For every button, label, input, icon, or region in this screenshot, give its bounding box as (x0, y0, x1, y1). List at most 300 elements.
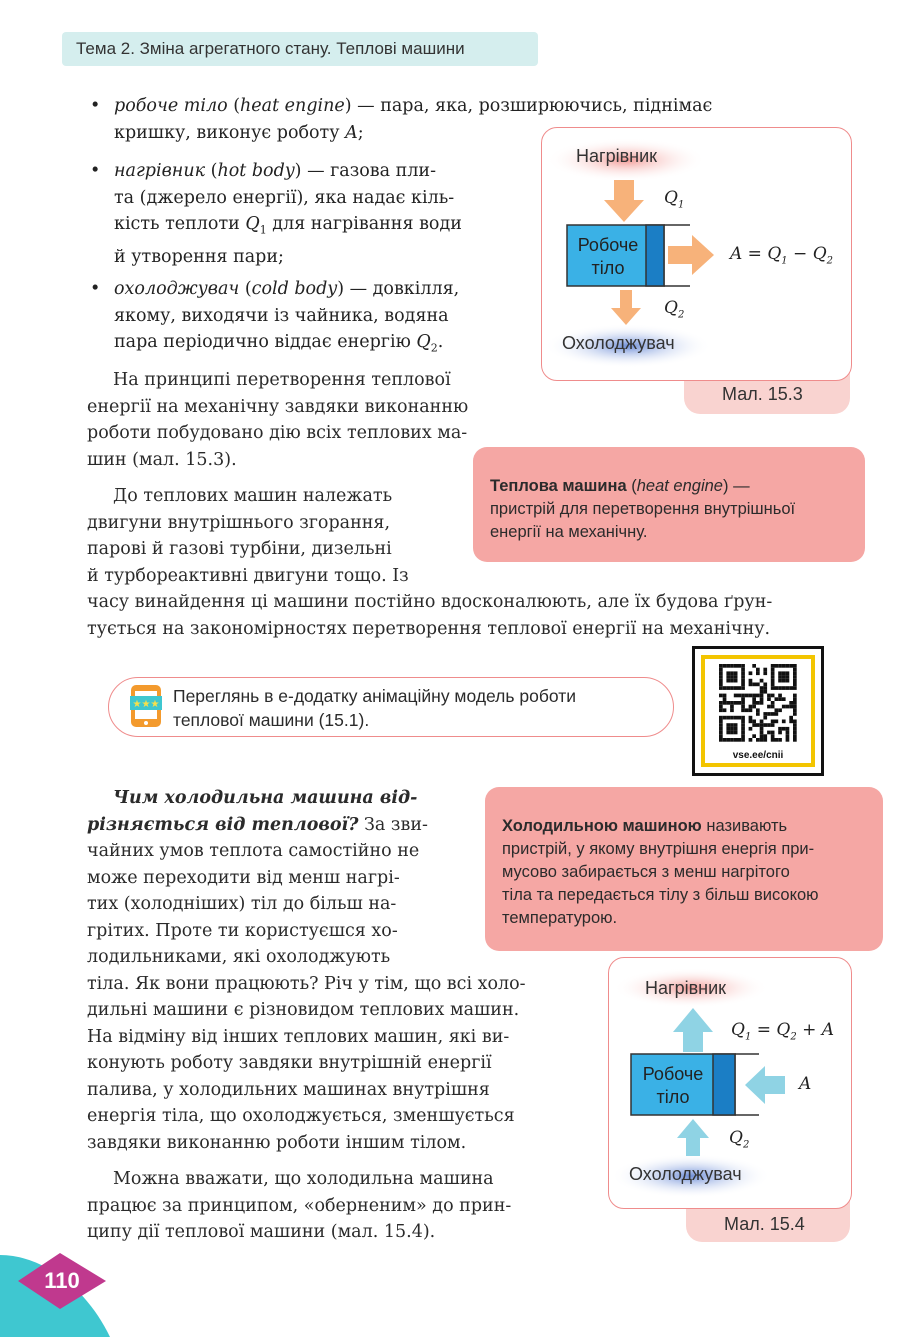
paragraph-engines (87, 483, 851, 642)
qr-module (782, 686, 786, 690)
subscript: 1 (259, 223, 267, 237)
qr-module (749, 683, 753, 687)
qr-module (734, 694, 738, 698)
qr-module (793, 738, 797, 742)
qr-module (719, 668, 723, 672)
qr-module (738, 664, 742, 668)
qr-module (719, 727, 723, 731)
qr-module (771, 734, 775, 738)
qr-module (793, 723, 797, 727)
subscript: 2 (677, 309, 685, 321)
qr-module (719, 671, 723, 675)
term-working-body: робоче тіло (114, 96, 228, 116)
qr-frame (701, 655, 815, 767)
qr-module (782, 720, 786, 724)
bullet-dot: • (90, 96, 101, 116)
bullet-text: пара періодично віддає енергію (114, 332, 417, 352)
symbol-a: A (345, 122, 358, 143)
qr-module (741, 708, 745, 712)
qr-module (771, 679, 775, 683)
label-line: тіло (656, 1087, 690, 1107)
term-hot-body: нагрівник (114, 161, 206, 181)
qr-module (756, 738, 760, 742)
qr-module (756, 701, 760, 705)
qr-module (734, 664, 738, 668)
qr-module (730, 675, 734, 679)
q-symbol: Q (729, 1128, 743, 1148)
qr-module (775, 738, 779, 742)
qr-module (771, 668, 775, 672)
qr-module (741, 679, 745, 683)
qr-module (730, 679, 734, 683)
label-line: Робоче (577, 235, 639, 255)
definition-refrigerator (485, 787, 883, 951)
bullet-text: — газова пли- (301, 161, 437, 181)
qr-module (793, 675, 797, 679)
qr-module (756, 708, 760, 712)
qr-module (775, 720, 779, 724)
qr-module (752, 683, 756, 687)
qr-module (730, 727, 734, 731)
text-line: працює за принципом, «оберненим» до прин- (87, 1195, 512, 1216)
qr-module (778, 738, 782, 742)
qr-module (723, 697, 727, 701)
qr-module (786, 727, 790, 731)
bullet-dot: • (90, 161, 101, 181)
qr-module (719, 734, 723, 738)
qr-module (793, 671, 797, 675)
label-q2 (729, 1128, 749, 1150)
qr-module (719, 679, 723, 683)
qr-module (775, 708, 779, 712)
text-line: пристрій, у якому внутрішня енергія при- (502, 840, 815, 858)
qr-module (760, 727, 764, 731)
qr-module (734, 701, 738, 705)
text-line: конують роботу завдяки внутрішній енергії (87, 1053, 492, 1073)
qr-module (719, 738, 723, 742)
label-working-body (633, 1063, 713, 1109)
subscript: 2 (430, 341, 438, 355)
qr-module (763, 690, 767, 694)
qr-module (756, 671, 760, 675)
qr-module (760, 697, 764, 701)
q-symbol: Q (664, 188, 678, 208)
qr-module (789, 720, 793, 724)
arrow-q1 (604, 180, 644, 222)
qr-module (741, 686, 745, 690)
text-line: На принципі перетворення теплової (113, 370, 451, 390)
formula-part: = Q (751, 1020, 791, 1040)
text-line: енергії на механічну. (490, 523, 648, 541)
qr-module (719, 701, 723, 705)
page-number: 110 (44, 1268, 80, 1293)
qr-module (786, 675, 790, 679)
phone-icon (126, 682, 166, 730)
text-line: чайних умов теплота самостійно не (87, 841, 420, 861)
qr-module (719, 720, 723, 724)
qr-module (719, 686, 723, 690)
qr-module (782, 679, 786, 683)
definition-term: Холодильною машиною (502, 817, 702, 835)
qr-module (793, 731, 797, 735)
qr-module (760, 720, 764, 724)
qr-module (782, 727, 786, 731)
arrow-work (668, 235, 714, 275)
qr-module (782, 664, 786, 668)
qr-module (749, 716, 753, 720)
qr-module (778, 686, 782, 690)
qr-module (775, 697, 779, 701)
qr-module (793, 708, 797, 712)
qr-module (778, 697, 782, 701)
subscript: 1 (781, 255, 788, 267)
qr-module (749, 727, 753, 731)
qr-module (741, 697, 745, 701)
text-line: дильні машини є різновидом теплових машин. (87, 1000, 520, 1020)
qr-module (767, 697, 771, 701)
qr-module (793, 705, 797, 709)
qr-module (749, 738, 753, 742)
qr-module (763, 734, 767, 738)
qr-module (767, 723, 771, 727)
bullet-text: та (джерело енергії), яка надає кіль- (114, 187, 455, 208)
bullet-text: й утворення пари; (114, 247, 284, 267)
qr-module (778, 679, 782, 683)
qr-module (793, 664, 797, 668)
qr-module (775, 686, 779, 690)
qr-module (734, 738, 738, 742)
paragraph-inverse-principle (87, 1166, 584, 1246)
qr-module (793, 697, 797, 701)
qr-module (763, 668, 767, 672)
text-line: парові й газові турбіни, дизельні (87, 539, 392, 559)
qr-module (726, 716, 730, 720)
qr-module (719, 723, 723, 727)
qr-module (734, 671, 738, 675)
qr-module (726, 738, 730, 742)
qr-module (726, 671, 730, 675)
arrow-q2 (677, 1119, 709, 1156)
qr-module (734, 686, 738, 690)
qr-module (767, 694, 771, 698)
qr-module (760, 679, 764, 683)
qr-module (726, 686, 730, 690)
figure-caption-15-4: Мал. 15.4 (724, 1214, 805, 1234)
qr-module (730, 723, 734, 727)
qr-module (771, 712, 775, 716)
text-line: енергія тіла, що охолоджується, зменшується (87, 1106, 515, 1126)
qr-module (726, 723, 730, 727)
qr-module (752, 701, 756, 705)
qr-module (771, 675, 775, 679)
qr-module (723, 716, 727, 720)
qr-module (730, 731, 734, 735)
qr-module (771, 671, 775, 675)
qr-module (771, 686, 775, 690)
qr-module (782, 705, 786, 709)
qr-module (719, 716, 723, 720)
qr-module (738, 701, 742, 705)
label-q2 (664, 298, 684, 320)
svg-text:★★★: ★★★ (132, 699, 160, 710)
qr-module (752, 723, 756, 727)
qr-module (741, 671, 745, 675)
qr-module (756, 683, 760, 687)
qr-module (726, 664, 730, 668)
qr-module (793, 720, 797, 724)
qr-module (741, 738, 745, 742)
qr-module (789, 686, 793, 690)
note-line: теплової машини (15.1). (173, 710, 370, 730)
definition-heat-engine: Теплова машина (heat engine) — пристрій для перетворення внутрішньої енергії на механічну. (473, 447, 865, 562)
qr-module (749, 679, 753, 683)
qr-module (730, 671, 734, 675)
bullet-working-body: • робоче тіло (heat engine) — пара, яка, розширюючись, піднімає кришку, виконує роботу A; (114, 93, 851, 146)
bullet-text: якому, виходячи із чайника, водяна (114, 305, 449, 326)
text-line: На відміну від інших теплових машин, які ви- (87, 1026, 510, 1047)
qr-module (734, 679, 738, 683)
bullet-text: для нагрівання води (266, 214, 462, 234)
paragraph-principle (87, 367, 518, 473)
qr-module (741, 664, 745, 668)
piston (646, 225, 664, 286)
qr-module (775, 664, 779, 668)
qr-module (760, 701, 764, 705)
qr-module (767, 712, 771, 716)
qr-module (760, 738, 764, 742)
qr-module (734, 723, 738, 727)
qr-module (723, 686, 727, 690)
qr-module (719, 664, 723, 668)
qr-module (730, 686, 734, 690)
qr-module (741, 694, 745, 698)
qr-module (760, 690, 764, 694)
qr-module (793, 679, 797, 683)
text-line: шин (мал. 15.3). (87, 449, 237, 470)
qr-module (723, 708, 727, 712)
label-work-formula (730, 244, 833, 266)
qr-module (734, 727, 738, 731)
text-line: роботи побудовано дію всіх теплових ма- (87, 423, 468, 443)
qr-module (763, 671, 767, 675)
qr-module (749, 694, 753, 698)
qr-module (778, 694, 782, 698)
definition-term: Теплова машина (490, 477, 627, 495)
qr-module (782, 697, 786, 701)
qr-module (756, 694, 760, 698)
figure-caption-15-3: Мал. 15.3 (722, 384, 803, 404)
term-en: cold body (251, 279, 338, 299)
text-line: ципу дії теплової машини (мал. 15.4). (87, 1222, 436, 1242)
qr-module (749, 671, 753, 675)
qr-module (778, 731, 782, 735)
qr-module (763, 716, 767, 720)
text-line: Можна вважати, що холодильна машина (113, 1169, 494, 1189)
qr-module (763, 712, 767, 716)
text-line: тих (холодніших) тіл до більш на- (87, 894, 397, 914)
qr-module (730, 705, 734, 709)
text-line: енергії на механічну завдяки виконанню (87, 396, 469, 417)
term-en: heat engine (240, 96, 345, 116)
figure-15-3 (541, 127, 852, 381)
qr-module (760, 734, 764, 738)
qr-module (775, 712, 779, 716)
text-line: — (728, 477, 750, 495)
label-work: A (799, 1074, 812, 1094)
qr-module (793, 668, 797, 672)
bullet-cold-body: • охолоджувач (cold body) — довкілля, якому, виходячи із чайника, водяна пара періодично віддає енергію $Q_2$. (114, 276, 518, 362)
bullet-hot-body: • нагрівник (hot body) — газова пли- та (джерело енергії), яка надає кіль- кість теплоти $Q_1$ для нагрівання води й утворення пари; (114, 158, 518, 271)
qr-module (741, 701, 745, 705)
qr-module (719, 675, 723, 679)
qr-module (730, 701, 734, 705)
text-line: може переходити від менш нагрі- (87, 867, 400, 888)
qr-module (749, 720, 753, 724)
text-line: палива, у холодильних машинах внутрішня (87, 1079, 490, 1100)
label-line: Робоче (642, 1064, 704, 1084)
qr-module (771, 720, 775, 724)
qr-module (723, 694, 727, 698)
qr-module (771, 664, 775, 668)
qr-module (738, 738, 742, 742)
label-heater: Нагрівник (576, 146, 658, 166)
subscript: 2 (790, 1031, 797, 1043)
qr-module (730, 738, 734, 742)
label-q1-formula (731, 1020, 834, 1042)
qr-module (793, 734, 797, 738)
qr-module (726, 731, 730, 735)
qr-module (771, 683, 775, 687)
text-line: грітих. Проте ти користуєшся хо- (87, 920, 398, 941)
qr-module (789, 664, 793, 668)
bullet-text: — довкілля, (344, 279, 460, 299)
qr-module (786, 731, 790, 735)
text-line: називають (701, 817, 788, 835)
qr-module (786, 671, 790, 675)
q-symbol: Q (664, 298, 678, 318)
bullet-text: — пара, яка, розширюючись, піднімає (351, 96, 713, 116)
qr-module (756, 668, 760, 672)
qr-module (741, 723, 745, 727)
label-cooler: Охолоджувач (629, 1164, 742, 1184)
arrow-q1 (673, 1008, 713, 1052)
qr-module (793, 727, 797, 731)
term-cold-body: охолоджувач (114, 279, 240, 299)
label-heater: Нагрівник (645, 978, 727, 998)
formula-part: A = Q (730, 244, 782, 264)
qr-module (793, 683, 797, 687)
label-q1 (664, 188, 684, 210)
qr-module (760, 731, 764, 735)
qr-module (734, 731, 738, 735)
bullet-dot: • (90, 279, 101, 299)
qr-module (741, 668, 745, 672)
term-en: hot body (217, 161, 295, 181)
qr-module (778, 664, 782, 668)
qr-module (741, 705, 745, 709)
text-line: До теплових машин належать (113, 486, 393, 506)
label-cooler: Охолоджувач (562, 333, 675, 353)
arrow-q2 (611, 290, 641, 325)
qr-module (756, 712, 760, 716)
qr-module (752, 664, 756, 668)
qr-module (730, 664, 734, 668)
qr-module (771, 738, 775, 742)
qr-module (778, 708, 782, 712)
chapter-header: Тема 2. Зміна агрегатного стану. Теплові машини (62, 32, 538, 66)
subscript: 2 (826, 255, 834, 267)
qr-module (771, 731, 775, 735)
qr-module (778, 727, 782, 731)
qr-module (726, 675, 730, 679)
e-supplement-note[interactable] (108, 677, 674, 737)
text-line: За зви- (358, 814, 428, 835)
text-line: температурою. (502, 909, 618, 927)
qr-module (738, 694, 742, 698)
qr-module (745, 694, 749, 698)
qr-module (767, 705, 771, 709)
punct: ; (357, 122, 364, 143)
qr-module (782, 675, 786, 679)
qr-module (719, 705, 723, 709)
qr-module (786, 705, 790, 709)
qr-module (760, 694, 764, 698)
qr-module (752, 705, 756, 709)
qr-module (756, 723, 760, 727)
qr-module (734, 716, 738, 720)
qr-module (767, 731, 771, 735)
text-line: завдяки виконанню роботи іншим тілом. (87, 1132, 467, 1153)
qr-module (793, 686, 797, 690)
qr-module (730, 716, 734, 720)
qr-module (793, 701, 797, 705)
bullet-text: кришку, виконує роботу (114, 122, 346, 143)
qr-module (726, 727, 730, 731)
qr-module (741, 727, 745, 731)
qr-module (786, 738, 790, 742)
qr-module (771, 705, 775, 709)
qr-module (763, 683, 767, 687)
qr-module (782, 671, 786, 675)
qr-module (738, 716, 742, 720)
qr-url: vse.ee/cnii (732, 750, 784, 761)
qr-module (726, 679, 730, 683)
qr-module (752, 697, 756, 701)
term-en: heat engine (636, 477, 723, 495)
qr-module (749, 708, 753, 712)
qr-module (752, 720, 756, 724)
qr-module (760, 723, 764, 727)
qr-module (745, 708, 749, 712)
qr-module (793, 694, 797, 698)
note-line: Переглянь в е-додатку анімаційну модель роботи (173, 686, 576, 706)
text-line: й турбореактивні двигуни тощо. Із (87, 565, 409, 586)
qr-module (763, 723, 767, 727)
qr-module (749, 705, 753, 709)
qr-module (730, 708, 734, 712)
qr-module (763, 738, 767, 742)
text-line: часу винайдення ці машини постійно вдосконалюють, але їх будова ґрун- (87, 592, 773, 612)
symbol-q: Q (245, 214, 260, 234)
qr-pattern (709, 663, 807, 743)
qr-module (789, 701, 793, 705)
qr-module (786, 686, 790, 690)
formula-part: + A (796, 1020, 835, 1040)
qr-module (719, 708, 723, 712)
qr-module (789, 716, 793, 720)
qr-code[interactable] (692, 646, 824, 776)
qr-module (778, 671, 782, 675)
